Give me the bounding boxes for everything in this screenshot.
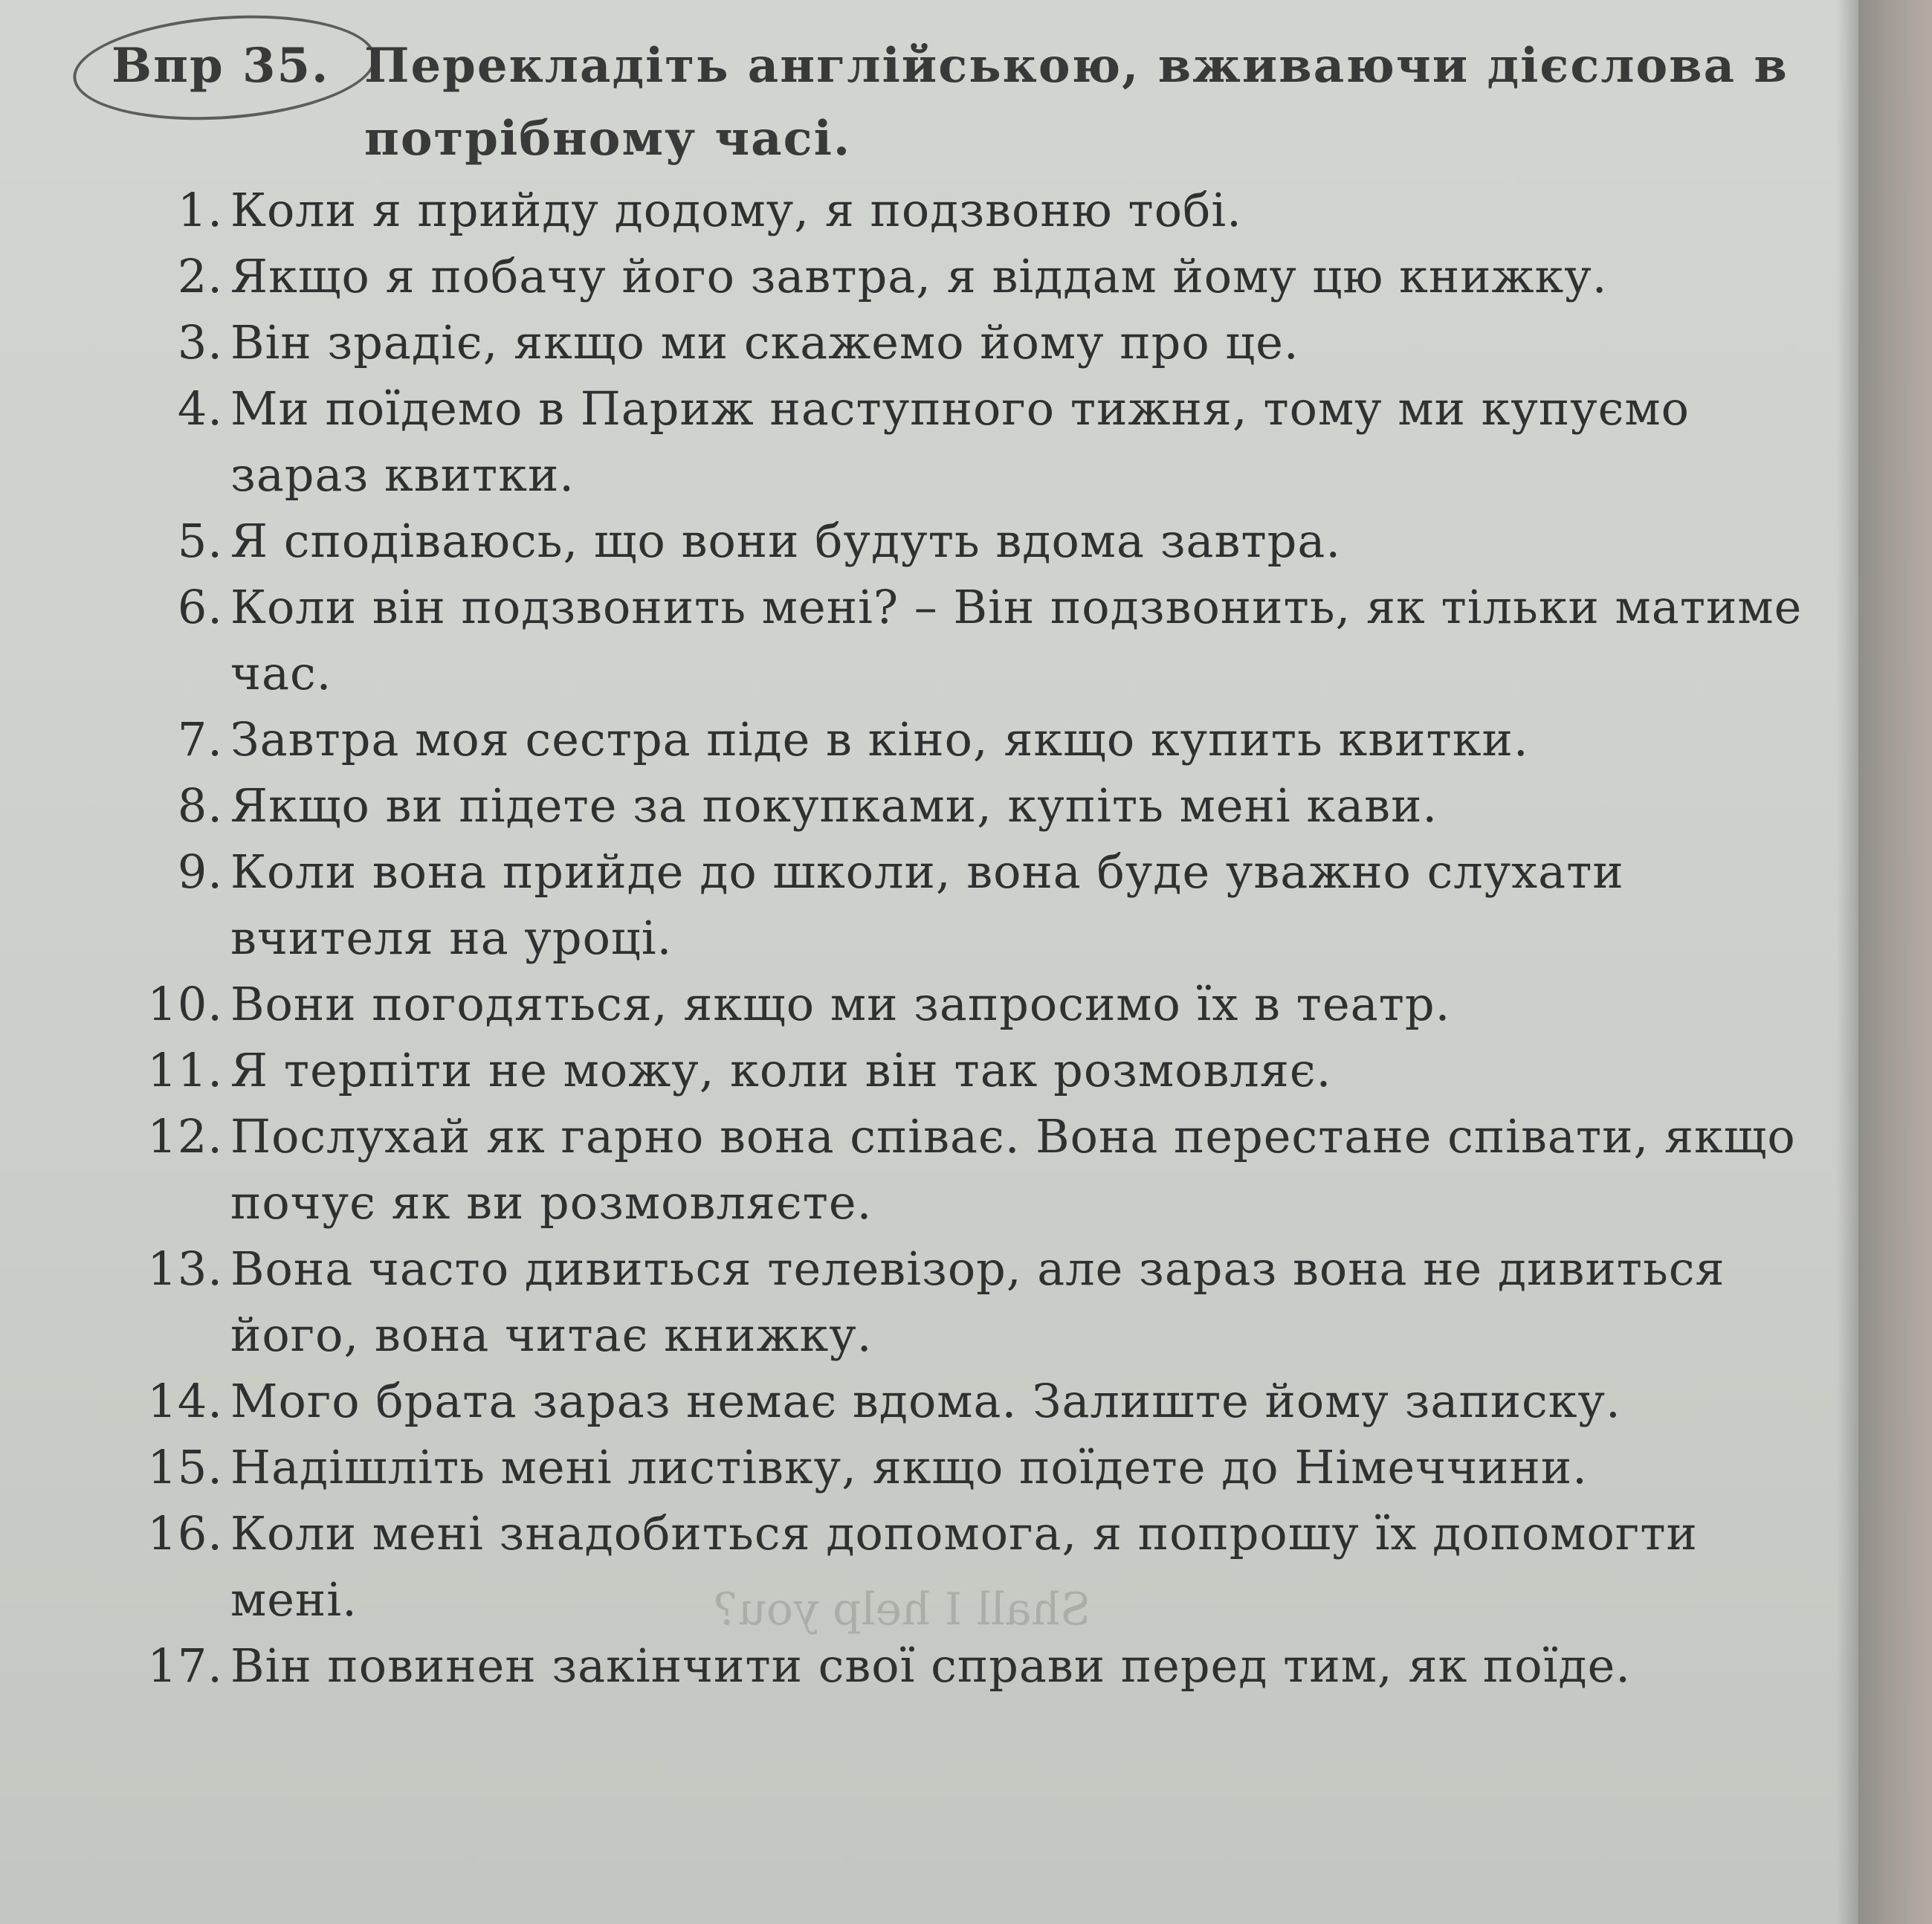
item-number: 12. — [147, 1109, 223, 1163]
item-text: Завтра моя сестра піде в кіно, якщо купить квитки. — [230, 712, 1529, 766]
item-text: Ми поїдемо в Париж наступного тижня, тому ми купуємо зараз квитки. — [230, 381, 1690, 502]
item-text: Мого брата зараз немає вдома. Залиште йому записку. — [230, 1374, 1621, 1428]
item-number: 2. — [177, 249, 223, 303]
page-edge-shadow — [1836, 0, 1858, 1924]
bleed-through-text: Shall I help you? — [714, 1584, 1091, 1636]
item-text: Я терпіти не можу, коли він так розмовляє. — [230, 1043, 1332, 1097]
item-text: Вона часто дивиться телевізор, але зараз вона не дивиться його, вона читає книжку. — [230, 1242, 1725, 1362]
item-number: 14. — [147, 1374, 223, 1428]
list-item — [141, 1037, 1806, 1103]
list-item — [141, 1434, 1806, 1500]
item-number: 3. — [177, 315, 223, 369]
list-item — [141, 574, 1806, 706]
item-number: 1. — [177, 183, 223, 237]
list-item — [141, 839, 1806, 971]
list-item — [141, 1103, 1806, 1236]
item-number: 15. — [147, 1440, 223, 1494]
item-number: 13. — [147, 1242, 223, 1296]
list-item — [141, 1236, 1806, 1368]
book-gutter — [1858, 0, 1932, 1924]
item-text: Коли мені знадобиться допомога, я попрошу їх допомогти мені. — [230, 1506, 1698, 1627]
item-number: 6. — [177, 580, 223, 634]
exercise-number: Впр 35. — [112, 38, 330, 94]
item-number: 7. — [177, 712, 223, 766]
list-item — [141, 309, 1806, 375]
list-item — [141, 1633, 1806, 1699]
item-text: Коли вона прийде до школи, вона буде уважно слухати вчителя на уроці. — [230, 845, 1624, 965]
instruction-line-2: потрібному часі. — [364, 111, 852, 167]
list-item — [141, 1368, 1806, 1434]
list-item — [141, 971, 1806, 1037]
item-text: Я сподіваюсь, що вони будуть вдома завтра. — [230, 514, 1342, 568]
item-text: Якщо ви підете за покупками, купіть мені кави. — [230, 778, 1438, 833]
instruction-line-1: Перекладіть англійською, вживаючи дієслова в — [364, 38, 1789, 94]
item-number: 8. — [177, 778, 223, 833]
list-item — [141, 243, 1806, 309]
item-text: Коли він подзвонить мені? – Він подзвонить, як тільки матиме час. — [230, 580, 1803, 700]
list-item — [141, 508, 1806, 574]
item-number: 5. — [177, 514, 223, 568]
sentence-list — [141, 177, 1806, 1699]
item-number: 10. — [147, 977, 223, 1031]
item-text: Коли я прийду додому, я подзвоню тобі. — [230, 183, 1242, 237]
item-text: Послухай як гарно вона співає. Вона перестане співати, якщо почує як ви розмовляєте. — [230, 1109, 1796, 1230]
item-text: Якщо я побачу його завтра, я віддам йому цю книжку. — [230, 249, 1608, 303]
item-text: Він зрадіє, якщо ми скажемо йому про це. — [230, 315, 1299, 369]
item-number: 16. — [147, 1506, 223, 1560]
exercise-heading — [112, 30, 1806, 175]
item-text: Він повинен закінчити свої справи перед тим, як поїде. — [230, 1639, 1631, 1693]
list-item — [141, 375, 1806, 508]
item-number: 4. — [177, 381, 223, 436]
list-item — [141, 706, 1806, 772]
item-number: 9. — [177, 845, 223, 899]
list-item — [141, 177, 1806, 243]
item-number: 17. — [147, 1639, 223, 1693]
item-text: Вони погодяться, якщо ми запросимо їх в театр. — [230, 977, 1451, 1031]
item-number: 11. — [147, 1043, 223, 1097]
list-item — [141, 772, 1806, 839]
item-text: Надішліть мені листівку, якщо поїдете до Німеччини. — [230, 1440, 1588, 1494]
